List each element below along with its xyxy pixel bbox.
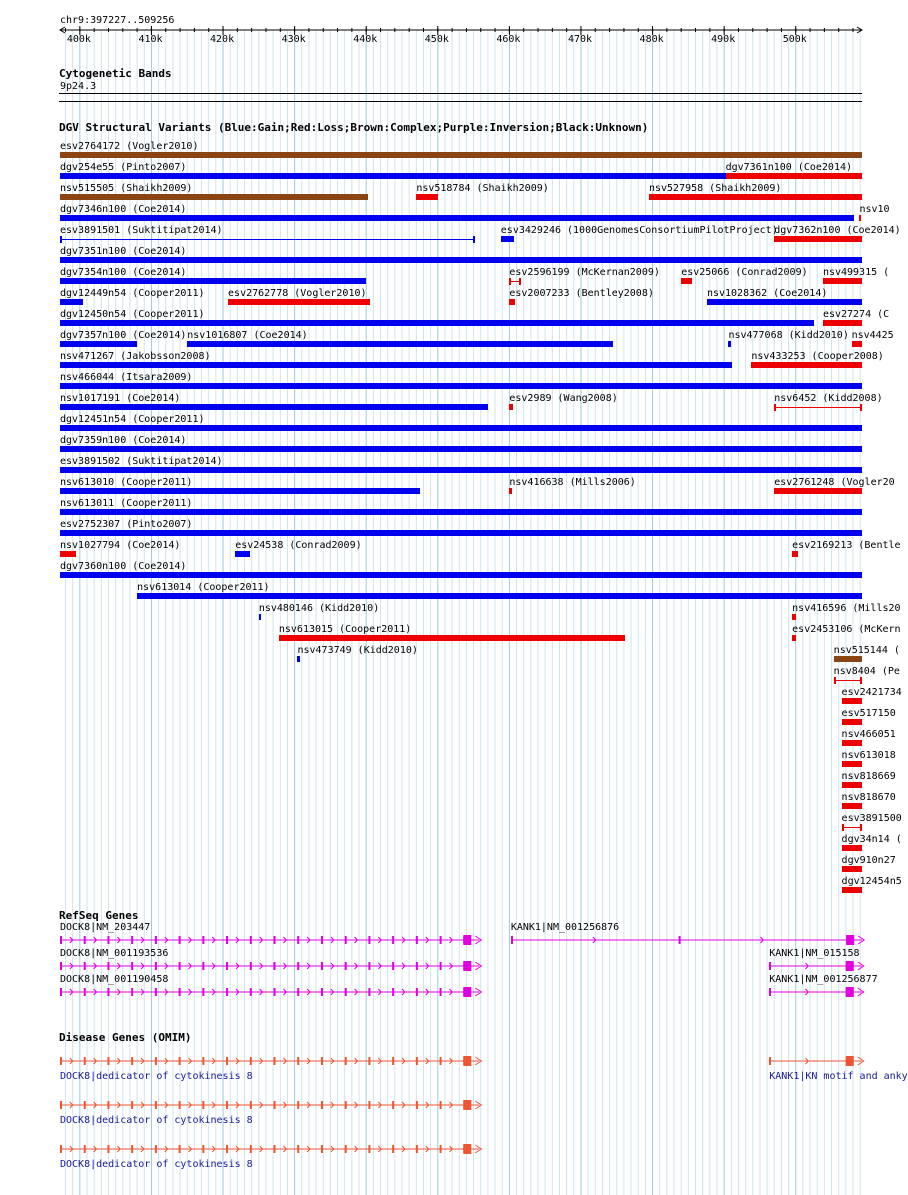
gene-exon (84, 936, 86, 944)
variant-label: nsv10 (859, 204, 890, 215)
variant-label: esv2761248 (Vogler20 (774, 477, 895, 488)
variant-bar (228, 299, 370, 305)
variant-label: dgv254e55 (Pinto2007) (60, 162, 187, 173)
gene-exon (274, 988, 276, 996)
gene-exon (392, 988, 394, 996)
variant-label: dgv7351n100 (Coe2014) (60, 246, 187, 257)
tick-label: 490k (711, 34, 736, 45)
variant-bar (823, 278, 862, 284)
gene-exon (250, 962, 252, 970)
variant-label: nsv613014 (Cooper2011) (137, 582, 270, 593)
dgv-track-title: DGV Structural Variants (Blue:Gain;Red:Loss;Brown:Complex;Purple:Inversion;Black:Unknown) (59, 121, 649, 134)
gene-exon (274, 936, 276, 944)
gene-exon (368, 936, 370, 944)
variant-label: esv24538 (Conrad2009) (235, 540, 362, 551)
gene-exon (297, 962, 299, 970)
gene-exon (179, 1057, 181, 1065)
variant-bar (681, 278, 692, 284)
variant-bar (842, 761, 862, 767)
variant-label: esv2762778 (Vogler2010) (228, 288, 367, 299)
gene-exon (107, 988, 109, 996)
gene-exon (368, 962, 370, 970)
gene-exon (250, 988, 252, 996)
gene-label: KANK1|NM_015158 (769, 948, 860, 959)
gene-last-exon (846, 987, 854, 997)
variant-bar (842, 719, 862, 725)
variant-label: dgv7357n100 (Coe2014) (60, 330, 187, 341)
variant-bar (774, 407, 862, 408)
variant-bar (187, 341, 613, 347)
variant-bar-cap (519, 278, 521, 285)
variant-label: esv3891500 (841, 813, 902, 824)
variant-label: esv3429246 (1000GenomesConsortiumPilotProject) (500, 225, 778, 236)
gene-exon (274, 1057, 276, 1065)
variant-label: dgv34n14 ( (841, 834, 902, 845)
variant-bar (60, 551, 76, 557)
gene-exon (179, 1145, 181, 1153)
gene-exon (155, 962, 157, 970)
refseq-track-title: RefSeq Genes (59, 909, 139, 922)
variant-label: esv3891502 (Suktitipat2014) (60, 456, 223, 467)
disease-gene-label: KANK1|KN motif and anky (769, 1071, 908, 1082)
gene-exon (440, 1145, 442, 1153)
variant-bar (137, 593, 862, 599)
gene-exon (678, 936, 680, 944)
variant-label: esv2007233 (Bentley2008) (509, 288, 654, 299)
gene-exon (416, 1145, 418, 1153)
variant-bar-cap (860, 677, 862, 684)
gene-exon (250, 1145, 252, 1153)
gene-exon (60, 1057, 62, 1065)
gene-exon (226, 962, 228, 970)
variant-bar (774, 236, 862, 242)
variant-bar-cap (60, 236, 62, 243)
gene-last-exon (463, 1144, 471, 1154)
gene-exon (107, 1145, 109, 1153)
gene-exon (202, 962, 204, 970)
refseq-gene-model (60, 985, 487, 999)
variant-bar (416, 194, 437, 200)
gene-exon (440, 962, 442, 970)
variant-bar (842, 782, 862, 788)
variant-label: nsv466044 (Itsara2009) (60, 372, 193, 383)
variant-label: dgv7359n100 (Coe2014) (60, 435, 187, 446)
variant-label: nsv613015 (Cooper2011) (278, 624, 412, 635)
gene-last-exon (846, 961, 854, 971)
variant-bar (501, 236, 515, 242)
variant-bar (509, 299, 515, 305)
gene-exon (769, 1057, 771, 1065)
variant-bar (279, 635, 625, 641)
variant-bar (60, 320, 814, 326)
gene-exon (297, 1057, 299, 1065)
variant-label: nsv515505 (Shaikh2009) (60, 183, 193, 194)
gene-exon (84, 988, 86, 996)
gene-exon (297, 936, 299, 944)
variant-label: dgv12454n5 (841, 876, 902, 887)
variant-bar-cap (834, 677, 836, 684)
variant-bar (60, 257, 862, 263)
gene-exon (131, 988, 133, 996)
cytoband-line-top (59, 93, 862, 94)
variant-label: esv2169213 (Bentle (792, 540, 901, 551)
variant-bar (60, 404, 488, 410)
variant-label: nsv527958 (Shaikh2009) (648, 183, 782, 194)
variant-label: esv25066 (Conrad2009) (681, 267, 808, 278)
gene-exon (60, 962, 62, 970)
gene-exon (368, 988, 370, 996)
gene-exon (392, 1101, 394, 1109)
gene-exon (202, 1101, 204, 1109)
variant-label: nsv515144 ( (833, 645, 900, 656)
gene-exon (179, 936, 181, 944)
variant-label: nsv1028362 (Coe2014) (706, 288, 828, 299)
gene-exon (321, 1145, 323, 1153)
variant-label: esv2421734 (841, 687, 902, 698)
tick-label: 500k (782, 34, 807, 45)
cytoband-line-bottom (59, 101, 862, 102)
variant-bar (60, 446, 862, 452)
variant-bar (852, 341, 862, 347)
variant-bar (792, 614, 796, 620)
gene-exon (131, 962, 133, 970)
gene-exon (321, 962, 323, 970)
variant-label: esv27274 (C (822, 309, 890, 320)
variant-bar (751, 362, 862, 368)
gene-exon (440, 1057, 442, 1065)
omim-gene-model (60, 1098, 487, 1112)
variant-label: nsv477068 (Kidd2010) (728, 330, 849, 341)
variant-label: dgv12449n54 (Cooper2011) (60, 288, 205, 299)
refseq-gene-model (60, 959, 487, 973)
gene-exon (274, 1101, 276, 1109)
gene-exon (155, 936, 157, 944)
gene-exon (440, 988, 442, 996)
variant-label: esv2989 (Wang2008) (509, 393, 618, 404)
variant-bar (235, 551, 250, 557)
gene-exon (155, 988, 157, 996)
gene-exon (416, 936, 418, 944)
tick-label: 450k (424, 34, 449, 45)
variant-label: esv517150 (841, 708, 896, 719)
gene-exon (345, 988, 347, 996)
gene-exon (60, 1145, 62, 1153)
gene-exon (392, 962, 394, 970)
variant-bar (60, 215, 854, 221)
variant-label: dgv7362n100 (Coe2014) (774, 225, 901, 236)
variant-bar-cap (860, 404, 862, 411)
gene-exon (345, 1057, 347, 1065)
variant-bar (60, 530, 862, 536)
variant-bar (60, 488, 420, 494)
variant-label: nsv8404 (Pe (833, 666, 900, 677)
variant-bar (60, 278, 366, 284)
gene-exon (274, 962, 276, 970)
tick-label: 470k (567, 34, 593, 45)
gene-exon (368, 1057, 370, 1065)
gene-exon (226, 1101, 228, 1109)
refseq-gene-model (769, 959, 870, 973)
variant-label: nsv518784 (Shaikh2009) (416, 183, 549, 194)
variant-bar (842, 803, 862, 809)
gene-label: DOCK8|NM_203447 (60, 922, 151, 933)
gene-exon (321, 1101, 323, 1109)
omim-gene-model (60, 1054, 487, 1068)
variant-label: dgv7361n100 (Coe2014) (725, 162, 853, 173)
gene-exon (250, 1101, 252, 1109)
gene-exon (60, 988, 62, 996)
variant-bar (792, 635, 796, 641)
gene-exon (345, 936, 347, 944)
variant-label: nsv6452 (Kidd2008) (774, 393, 883, 404)
variant-bar (834, 680, 862, 681)
gene-exon (60, 1101, 62, 1109)
variant-label: nsv473749 (Kidd2010) (297, 645, 418, 656)
gene-last-exon (463, 1056, 471, 1066)
gene-exon (440, 1101, 442, 1109)
variant-bar-cap (842, 824, 844, 831)
gene-exon (440, 936, 442, 944)
gene-exon (769, 962, 771, 970)
gene-exon (131, 936, 133, 944)
variant-label: dgv7346n100 (Coe2014) (60, 204, 187, 215)
gene-exon (131, 1145, 133, 1153)
gene-exon (131, 1057, 133, 1065)
variant-label: esv2764172 (Vogler2010) (60, 141, 199, 152)
gene-exon (84, 1101, 86, 1109)
tick-label: 410k (138, 34, 163, 45)
variant-bar (842, 740, 862, 746)
gene-exon (179, 1101, 181, 1109)
gene-exon (250, 1057, 252, 1065)
gene-exon (226, 1145, 228, 1153)
gene-label: KANK1|NM_001256877 (769, 974, 878, 985)
tick-label: 460k (496, 34, 521, 45)
gene-exon (345, 962, 347, 970)
refseq-gene-model (60, 933, 487, 947)
gene-exon (226, 1057, 228, 1065)
gene-exon (769, 988, 771, 996)
variant-bar (60, 572, 862, 578)
gene-exon (155, 1145, 157, 1153)
variant-label: nsv818669 (841, 771, 896, 782)
gene-exon (107, 962, 109, 970)
variant-label: nsv480146 (Kidd2010) (258, 603, 380, 614)
disease-gene-label: DOCK8|dedicator of cytokinesis 8 (60, 1159, 253, 1170)
gene-exon (84, 1145, 86, 1153)
gene-exon (202, 1057, 204, 1065)
gene-label: DOCK8|NM_001190458 (60, 974, 169, 985)
variant-bar (649, 194, 862, 200)
gene-exon (416, 1057, 418, 1065)
variant-bar (842, 698, 862, 704)
cytoband-track-title: Cytogenetic Bands (59, 67, 172, 80)
gene-last-exon (463, 1100, 471, 1110)
gene-exon (202, 1145, 204, 1153)
cytoband-name: 9p24.3 (60, 81, 97, 92)
variant-label: nsv613010 (Cooper2011) (60, 477, 193, 488)
disease-gene-label: DOCK8|dedicator of cytokinesis 8 (60, 1115, 253, 1126)
omim-track-title: Disease Genes (OMIM) (59, 1031, 192, 1044)
tick-label: 400k (66, 34, 91, 45)
variant-bar (60, 173, 726, 179)
gene-exon (107, 1101, 109, 1109)
gene-exon (202, 988, 204, 996)
variant-bar (842, 866, 862, 872)
tick-label: 480k (639, 34, 664, 45)
disease-gene-label: DOCK8|dedicator of cytokinesis 8 (60, 1071, 253, 1082)
gene-exon (226, 936, 228, 944)
variant-label: dgv7360n100 (Coe2014) (60, 561, 187, 572)
variant-label: nsv466051 (841, 729, 896, 740)
gene-exon (321, 988, 323, 996)
gene-exon (179, 962, 181, 970)
variant-bar (60, 383, 862, 389)
variant-bar (842, 845, 862, 851)
gene-exon (107, 936, 109, 944)
variant-label: nsv433253 (Cooper2008) (751, 351, 884, 362)
variant-bar (707, 299, 862, 305)
gene-exon (392, 1057, 394, 1065)
variant-bar (259, 614, 261, 620)
gene-exon (155, 1101, 157, 1109)
gene-exon (84, 962, 86, 970)
variant-label: nsv818670 (841, 792, 896, 803)
variant-label: dgv910n27 (841, 855, 896, 866)
variant-label: nsv499315 ( (822, 267, 890, 278)
variant-label: nsv4425 (851, 330, 894, 341)
gene-exon (84, 1057, 86, 1065)
gene-exon (416, 962, 418, 970)
variant-bar (859, 215, 861, 221)
gene-exon (392, 936, 394, 944)
gene-label: KANK1|NM_001256876 (510, 922, 620, 933)
variant-bar (509, 488, 512, 494)
gene-exon (368, 1145, 370, 1153)
gene-exon (297, 1101, 299, 1109)
variant-bar (728, 341, 731, 347)
gene-exon (416, 988, 418, 996)
gene-last-exon (463, 987, 471, 997)
gene-exon (368, 1101, 370, 1109)
variant-label: nsv416638 (Mills2006) (509, 477, 636, 488)
gene-exon (226, 988, 228, 996)
variant-label: esv2752307 (Pinto2007) (60, 519, 193, 530)
variant-bar-cap (509, 278, 511, 285)
gene-last-exon (846, 1056, 854, 1066)
variant-bar (60, 239, 475, 240)
variant-bar (60, 425, 862, 431)
variant-label: dgv12450n54 (Cooper2011) (60, 309, 205, 320)
variant-bar (726, 173, 862, 179)
variant-bar-cap (774, 404, 776, 411)
variant-bar (842, 827, 862, 828)
gene-exon (321, 936, 323, 944)
gene-last-exon (463, 935, 471, 945)
variant-label: nsv613018 (841, 750, 896, 761)
refseq-gene-model (511, 933, 870, 947)
variant-bar-cap (860, 824, 862, 831)
variant-bar (60, 152, 862, 158)
variant-bar (60, 362, 732, 368)
tick-label: 420k (210, 34, 235, 45)
gene-exon (345, 1145, 347, 1153)
variant-label: nsv1017191 (Coe2014) (60, 393, 181, 404)
variant-label: nsv1016807 (Coe2014) (187, 330, 308, 341)
variant-bar (60, 467, 862, 473)
gene-exon (107, 1057, 109, 1065)
variant-label: esv3891501 (Suktitipat2014) (60, 225, 223, 236)
variant-bar (297, 656, 299, 662)
gene-exon (321, 1057, 323, 1065)
gene-exon (179, 988, 181, 996)
variant-label: esv2453106 (McKern (792, 624, 901, 635)
variant-label: dgv12451n54 (Cooper2011) (60, 414, 205, 425)
region-label: chr9:397227..509256 (60, 15, 175, 26)
variant-label: esv2596199 (McKernan2009) (509, 267, 660, 278)
variant-bar-cap (473, 236, 475, 243)
gene-exon (511, 936, 513, 944)
variant-bar (834, 656, 862, 662)
gene-exon (416, 1101, 418, 1109)
variant-bar (60, 509, 862, 515)
omim-gene-model (769, 1054, 870, 1068)
omim-gene-model (60, 1142, 487, 1156)
variant-bar (774, 488, 862, 494)
refseq-gene-model (769, 985, 870, 999)
variant-label: nsv471267 (Jakobsson2008) (60, 351, 211, 362)
gene-exon (392, 1145, 394, 1153)
gene-exon (202, 936, 204, 944)
gene-last-exon (463, 961, 471, 971)
gene-exon (345, 1101, 347, 1109)
gene-exon (155, 1057, 157, 1065)
variant-bar (60, 341, 137, 347)
variant-bar (792, 551, 798, 557)
variant-label: nsv416596 (Mills20 (792, 603, 901, 614)
gene-exon (60, 936, 62, 944)
variant-label: nsv1027794 (Coe2014) (60, 540, 181, 551)
gene-label: DOCK8|NM_001193536 (60, 948, 169, 959)
variant-bar (60, 299, 83, 305)
variant-label: nsv613011 (Cooper2011) (60, 498, 193, 509)
gene-exon (297, 1145, 299, 1153)
variant-bar (842, 887, 862, 893)
gene-exon (274, 1145, 276, 1153)
gene-exon (131, 1101, 133, 1109)
variant-bar (823, 320, 862, 326)
variant-bar (509, 404, 513, 410)
gene-last-exon (846, 935, 854, 945)
tick-label: 440k (353, 34, 378, 45)
variant-label: dgv7354n100 (Coe2014) (60, 267, 187, 278)
gene-exon (297, 988, 299, 996)
gene-exon (250, 936, 252, 944)
tick-label: 430k (281, 34, 306, 45)
variant-bar (60, 194, 368, 200)
